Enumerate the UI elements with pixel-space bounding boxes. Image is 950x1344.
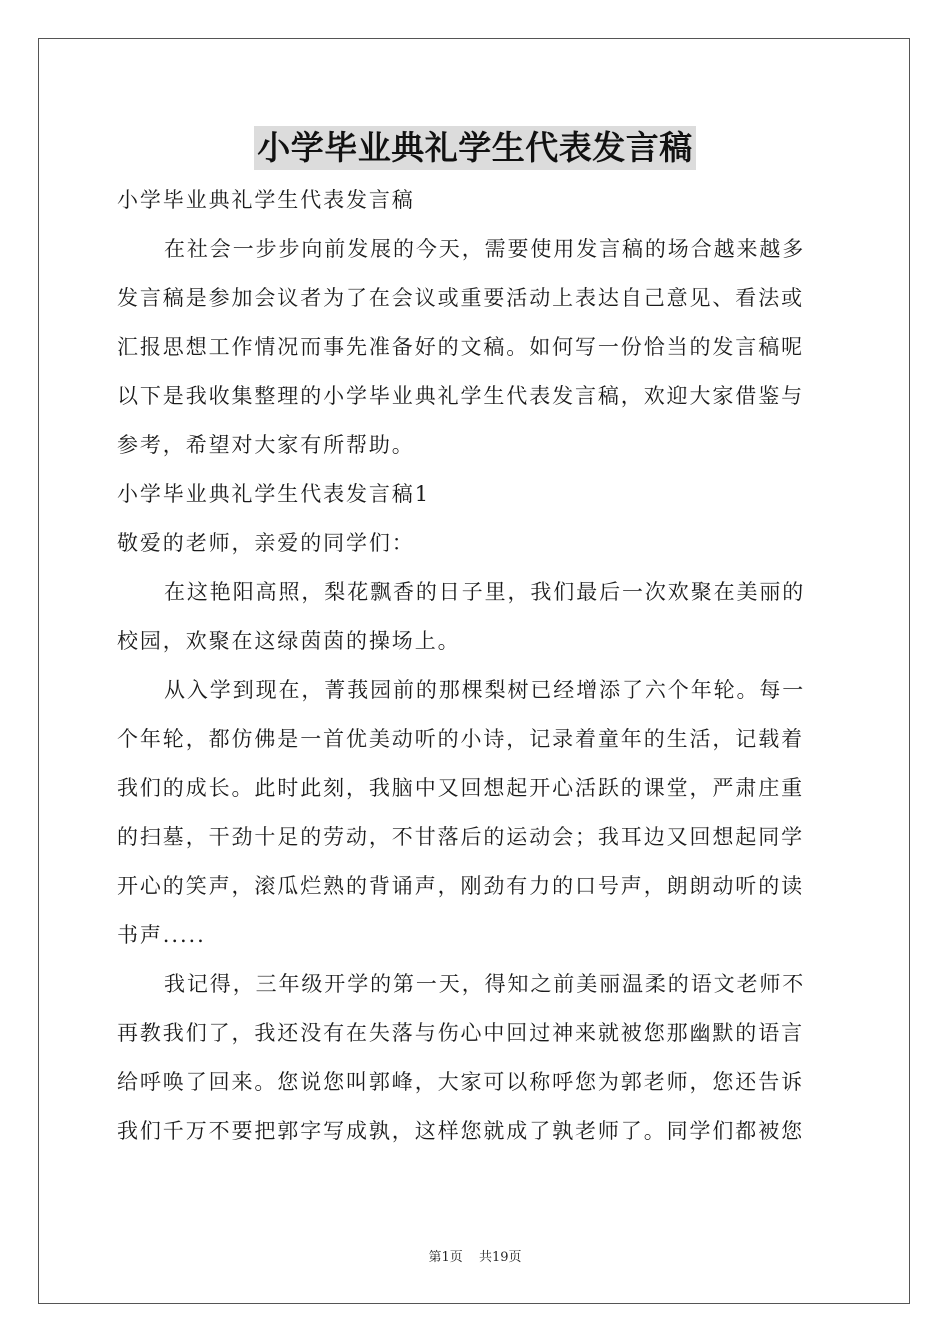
text-line: 参考，希望对大家有所帮助。 bbox=[117, 433, 415, 457]
text-line: 再教我们了，我还没有在失落与伤心中回过神来就被您那幽默的语言 bbox=[117, 1021, 804, 1045]
page-number: 第1页 bbox=[428, 1250, 463, 1265]
text-line: 我记得，三年级开学的第一天，得知之前美丽温柔的语文老师不 bbox=[164, 972, 806, 996]
text-line: 个年轮，都仿佛是一首优美动听的小诗，记录着童年的生活，记载着 bbox=[117, 727, 804, 751]
page-total: 共19页 bbox=[478, 1250, 522, 1265]
document-body bbox=[117, 176, 839, 1156]
text-line: 从入学到现在，菁莪园前的那棵梨树已经增添了六个年轮。每一 bbox=[164, 678, 806, 702]
document-title: 小学毕业典礼学生代表发言稿 bbox=[254, 126, 696, 170]
text-line: 小学毕业典礼学生代表发言稿1 bbox=[117, 482, 430, 506]
text-line: 在这艳阳高照，梨花飘香的日子里，我们最后一次欢聚在美丽的 bbox=[164, 580, 806, 604]
text-line: 在社会一步步向前发展的今天，需要使用发言稿的场合越来越多 bbox=[164, 237, 806, 261]
text-line: 以下是我收集整理的小学毕业典礼学生代表发言稿，欢迎大家借鉴与 bbox=[117, 384, 804, 408]
text-line: 书声..... bbox=[117, 923, 206, 947]
text-line: 的扫墓，干劲十足的劳动，不甘落后的运动会；我耳边又回想起同学 bbox=[117, 825, 804, 849]
text-line: 小学毕业典礼学生代表发言稿 bbox=[117, 188, 415, 212]
text-line: 汇报思想工作情况而事先准备好的文稿。如何写一份恰当的发言稿呢 bbox=[117, 335, 804, 359]
text-line: 校园，欢聚在这绿茵茵的操场上。 bbox=[117, 629, 461, 653]
text-line: 给呼唤了回来。您说您叫郭峰，大家可以称呼您为郭老师，您还告诉 bbox=[117, 1070, 804, 1094]
text-line: 敬爱的老师，亲爱的同学们： bbox=[117, 531, 415, 555]
text-line: 发言稿是参加会议者为了在会议或重要活动上表达自己意见、看法或 bbox=[117, 286, 804, 310]
title-wrap bbox=[0, 126, 950, 170]
text-line: 我们千万不要把郭字写成孰，这样您就成了孰老师了。同学们都被您 bbox=[117, 1119, 804, 1143]
text-line: 我们的成长。此时此刻，我脑中又回想起开心活跃的课堂，严肃庄重 bbox=[117, 776, 804, 800]
page-footer bbox=[0, 1246, 950, 1265]
text-line: 开心的笑声，滚瓜烂熟的背诵声，刚劲有力的口号声，朗朗动听的读 bbox=[117, 874, 804, 898]
